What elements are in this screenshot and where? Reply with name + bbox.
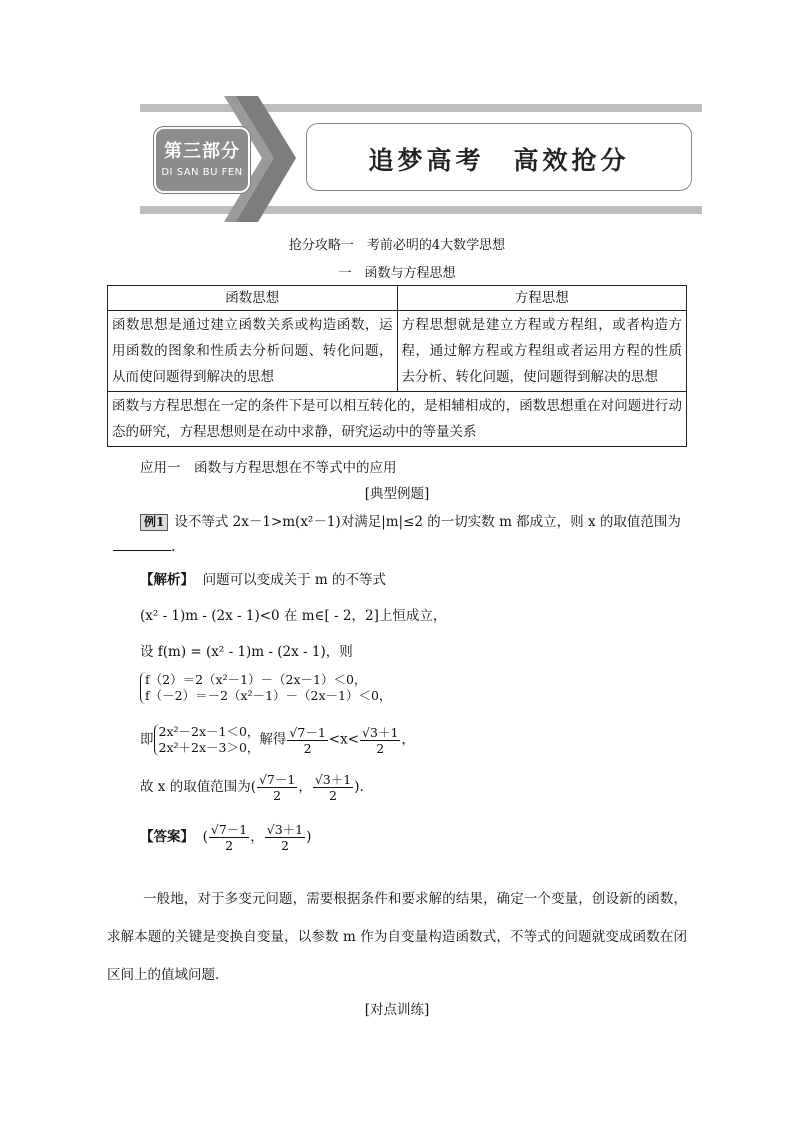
part-badge [154, 127, 250, 193]
fraction-left-den: 2 [303, 740, 312, 756]
less-than-x: <x< [328, 731, 360, 748]
fraction-right [265, 822, 305, 853]
conclusion-prefix: 故 x 的取值范围为( [140, 779, 256, 795]
fraction-right-den: 2 [376, 740, 385, 756]
fraction-right [360, 725, 400, 756]
strategy-heading: 抢分攻略一 考前必明的4大数学思想 [288, 238, 506, 253]
example-label: 例1 [140, 514, 168, 531]
fraction-left-num: √7－1 [258, 772, 296, 787]
comma: ， [401, 731, 415, 748]
section-heading: 一 函数与方程思想 [338, 266, 456, 281]
separator: ， [250, 829, 264, 845]
solution-intro [140, 568, 386, 588]
fraction-left-num: √7－1 [210, 822, 248, 837]
table-cell-equation: 方程思想就是建立方程或方程组，或者构造方程，通过解方程或方程组或者运用方程的性质去分析、转化问题，使问题得到解决的思想 [397, 311, 687, 392]
answer-close: ) [306, 829, 312, 845]
training-label: [对点训练] [364, 1002, 430, 1018]
typical-examples-label: [典型例题] [364, 486, 430, 502]
system-2-row-b: 2x²＋2x－3＞0， [158, 740, 260, 755]
badge-main-text: 第三部分 [164, 141, 240, 162]
application-title: 应用一 函数与方程思想在不等式中的应用 [140, 460, 397, 476]
badge-sub-text: DI SAN BU FEN [161, 167, 243, 178]
table-row [108, 392, 687, 447]
fraction-right-num: √3＋1 [362, 724, 399, 740]
fraction-right-num: √3＋1 [314, 772, 352, 787]
comparison-table [107, 285, 687, 447]
example-end: . [171, 539, 176, 555]
fraction-left-num: √7－1 [289, 724, 326, 740]
fraction-left [209, 822, 249, 853]
chapter-banner [140, 94, 702, 224]
separator: ， [298, 779, 312, 795]
equation-system-1 [140, 672, 391, 704]
fraction-left [257, 772, 297, 803]
example-text: 设不等式 2x－1>m(x²－1)对满足|m|≤2 的一切实数 m 都成立，则 x 的取值范围为 [174, 514, 681, 530]
fraction-right [313, 772, 353, 803]
answer-label: 【答案】 [140, 829, 194, 845]
banner-title-box [306, 123, 692, 191]
system-brace [154, 724, 260, 756]
table-cell-merged: 函数与方程思想在一定的条件下是可以相互转化的，是相辅相成的，函数思想重在对问题进行动态的研究，方程思想则是在动中求静，研究运动中的等量关系 [108, 392, 687, 447]
solve-text: 解得 [259, 731, 287, 748]
conclusion-suffix: ). [354, 779, 364, 795]
answer-blank-line [113, 538, 175, 555]
solution-line-1: (x² - 1)m - (2x - 1)<0 在 m∈[ - 2，2]上恒成立， [140, 608, 447, 624]
table-header-row [108, 286, 687, 311]
summary-paragraph: 一般地，对于多变元问题，需要根据条件和要求解的结果，确定一个变量，创设新的函数，求解本题的关键是变换自变量，以参数 m 作为自变量构造函数式，不等式的问题就变成函数在闭区间上的值域问题． [107, 891, 687, 983]
fraction-left-den: 2 [225, 838, 234, 853]
solution-label: 【解析】 [140, 572, 194, 588]
conclusion-line [140, 772, 364, 803]
solution-intro-text: 问题可以变成关于 m 的不等式 [202, 572, 386, 588]
system-2-row-a: 2x²－2x－1＜0， [158, 724, 260, 739]
equation-system-2 [140, 724, 415, 756]
banner-title: 追梦高考 高效抢分 [368, 146, 630, 175]
answer-open: ( [202, 829, 208, 845]
fraction-left [287, 725, 327, 756]
table-header-function: 函数思想 [108, 286, 398, 311]
system-2-prefix: 即 [140, 731, 154, 748]
system-brace [140, 672, 391, 704]
table-row [108, 311, 687, 392]
fraction-left-den: 2 [273, 788, 282, 803]
table-cell-function: 函数思想是通过建立函数关系或构造函数，运用函数的图象和性质去分析问题、转化问题，从而使问题得到解决的思想 [108, 311, 398, 392]
answer-line [140, 822, 311, 853]
system-1-row-a: f（2）＝2（x²－1）－（2x－1）＜0， [145, 672, 367, 687]
example-question [140, 510, 681, 531]
fraction-right-num: √3＋1 [266, 822, 304, 837]
fraction-right-den: 2 [280, 838, 289, 853]
solution-line-2: 设 f(m) = (x² - 1)m - (2x - 1)，则 [140, 644, 353, 660]
system-1-row-b: f（－2）＝－2（x²－1）－（2x－1）＜0， [145, 688, 392, 703]
fraction-right-den: 2 [329, 788, 337, 803]
table-header-equation: 方程思想 [397, 286, 687, 311]
answer-blank [113, 538, 171, 551]
